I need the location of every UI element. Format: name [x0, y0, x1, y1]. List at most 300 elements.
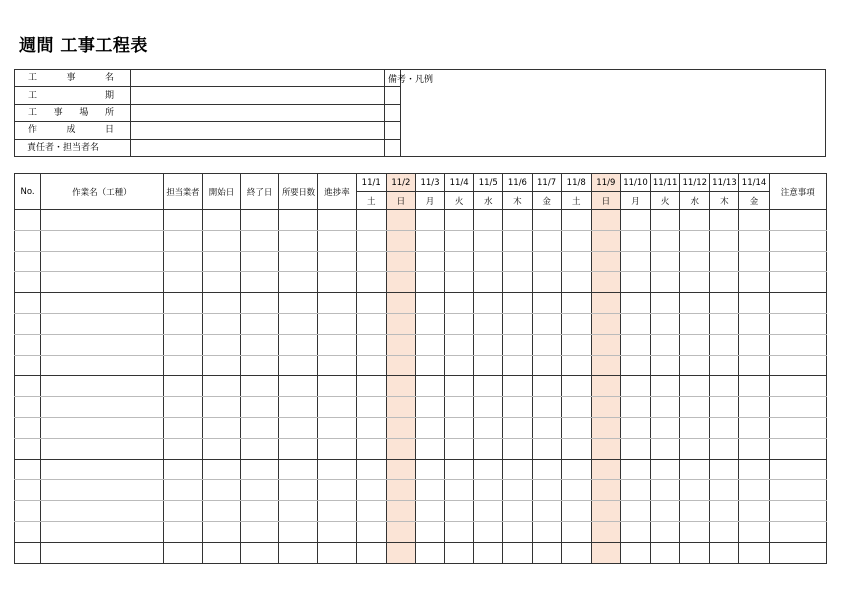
day-cell[interactable]	[415, 542, 444, 563]
schedule-cell[interactable]	[769, 376, 826, 397]
schedule-cell[interactable]	[202, 376, 240, 397]
info-value-field[interactable]	[131, 87, 401, 104]
day-cell[interactable]	[356, 501, 386, 522]
day-cell[interactable]	[710, 210, 739, 231]
day-cell[interactable]	[445, 355, 474, 376]
schedule-cell[interactable]	[279, 417, 318, 438]
schedule-cell[interactable]	[41, 438, 164, 459]
schedule-cell[interactable]	[241, 272, 279, 293]
day-cell[interactable]	[386, 376, 415, 397]
day-cell[interactable]	[415, 480, 444, 501]
day-cell[interactable]	[739, 438, 769, 459]
day-cell[interactable]	[415, 417, 444, 438]
day-cell[interactable]	[739, 313, 769, 334]
day-cell[interactable]	[503, 521, 532, 542]
day-cell[interactable]	[651, 521, 680, 542]
schedule-cell[interactable]	[318, 230, 356, 251]
day-cell[interactable]	[474, 397, 503, 418]
day-cell[interactable]	[386, 355, 415, 376]
day-cell[interactable]	[739, 521, 769, 542]
day-cell[interactable]	[445, 459, 474, 480]
day-cell[interactable]	[474, 251, 503, 272]
day-cell[interactable]	[710, 501, 739, 522]
schedule-cell[interactable]	[41, 417, 164, 438]
day-cell[interactable]	[561, 355, 591, 376]
day-cell[interactable]	[620, 334, 650, 355]
day-cell[interactable]	[386, 313, 415, 334]
day-cell[interactable]	[474, 417, 503, 438]
schedule-cell[interactable]	[241, 480, 279, 501]
day-cell[interactable]	[620, 210, 650, 231]
schedule-cell[interactable]	[241, 542, 279, 563]
schedule-cell[interactable]	[769, 480, 826, 501]
schedule-cell[interactable]	[15, 230, 41, 251]
day-cell[interactable]	[620, 521, 650, 542]
day-cell[interactable]	[445, 210, 474, 231]
day-cell[interactable]	[739, 210, 769, 231]
day-cell[interactable]	[356, 334, 386, 355]
schedule-cell[interactable]	[41, 272, 164, 293]
day-cell[interactable]	[561, 293, 591, 314]
schedule-cell[interactable]	[241, 293, 279, 314]
day-cell[interactable]	[356, 459, 386, 480]
day-cell[interactable]	[561, 210, 591, 231]
day-cell[interactable]	[415, 459, 444, 480]
schedule-cell[interactable]	[202, 480, 240, 501]
schedule-cell[interactable]	[15, 438, 41, 459]
schedule-cell[interactable]	[241, 355, 279, 376]
schedule-cell[interactable]	[318, 334, 356, 355]
day-cell[interactable]	[680, 438, 710, 459]
day-cell[interactable]	[356, 355, 386, 376]
day-cell[interactable]	[386, 542, 415, 563]
day-cell[interactable]	[651, 459, 680, 480]
schedule-cell[interactable]	[279, 313, 318, 334]
schedule-cell[interactable]	[202, 251, 240, 272]
schedule-cell[interactable]	[15, 521, 41, 542]
day-cell[interactable]	[503, 480, 532, 501]
schedule-cell[interactable]	[241, 438, 279, 459]
day-cell[interactable]	[620, 480, 650, 501]
day-cell[interactable]	[651, 210, 680, 231]
day-cell[interactable]	[415, 438, 444, 459]
day-cell[interactable]	[503, 417, 532, 438]
day-cell[interactable]	[561, 542, 591, 563]
day-cell[interactable]	[620, 542, 650, 563]
schedule-cell[interactable]	[15, 459, 41, 480]
day-cell[interactable]	[386, 438, 415, 459]
day-cell[interactable]	[532, 417, 561, 438]
schedule-cell[interactable]	[769, 397, 826, 418]
day-cell[interactable]	[445, 313, 474, 334]
day-cell[interactable]	[474, 480, 503, 501]
schedule-cell[interactable]	[163, 210, 202, 231]
schedule-cell[interactable]	[769, 355, 826, 376]
schedule-cell[interactable]	[279, 334, 318, 355]
day-cell[interactable]	[386, 521, 415, 542]
day-cell[interactable]	[651, 251, 680, 272]
day-cell[interactable]	[503, 272, 532, 293]
day-cell[interactable]	[445, 417, 474, 438]
schedule-cell[interactable]	[318, 397, 356, 418]
schedule-cell[interactable]	[163, 459, 202, 480]
day-cell[interactable]	[561, 230, 591, 251]
day-cell[interactable]	[386, 397, 415, 418]
day-cell[interactable]	[680, 272, 710, 293]
schedule-cell[interactable]	[769, 417, 826, 438]
day-cell[interactable]	[710, 376, 739, 397]
day-cell[interactable]	[620, 355, 650, 376]
day-cell[interactable]	[386, 251, 415, 272]
schedule-cell[interactable]	[41, 251, 164, 272]
schedule-cell[interactable]	[202, 397, 240, 418]
day-cell[interactable]	[620, 376, 650, 397]
schedule-cell[interactable]	[279, 210, 318, 231]
day-cell[interactable]	[591, 521, 620, 542]
day-cell[interactable]	[474, 313, 503, 334]
schedule-cell[interactable]	[318, 313, 356, 334]
day-cell[interactable]	[503, 293, 532, 314]
schedule-cell[interactable]	[769, 210, 826, 231]
day-cell[interactable]	[561, 251, 591, 272]
schedule-cell[interactable]	[769, 459, 826, 480]
day-cell[interactable]	[474, 230, 503, 251]
schedule-cell[interactable]	[318, 542, 356, 563]
day-cell[interactable]	[474, 210, 503, 231]
schedule-cell[interactable]	[163, 293, 202, 314]
schedule-cell[interactable]	[15, 417, 41, 438]
schedule-cell[interactable]	[279, 459, 318, 480]
info-value-field[interactable]	[131, 139, 401, 156]
day-cell[interactable]	[561, 397, 591, 418]
day-cell[interactable]	[591, 438, 620, 459]
day-cell[interactable]	[680, 459, 710, 480]
day-cell[interactable]	[356, 293, 386, 314]
day-cell[interactable]	[532, 230, 561, 251]
schedule-cell[interactable]	[279, 542, 318, 563]
schedule-cell[interactable]	[318, 251, 356, 272]
day-cell[interactable]	[503, 397, 532, 418]
day-cell[interactable]	[445, 438, 474, 459]
day-cell[interactable]	[561, 521, 591, 542]
day-cell[interactable]	[532, 293, 561, 314]
day-cell[interactable]	[532, 272, 561, 293]
day-cell[interactable]	[620, 459, 650, 480]
day-cell[interactable]	[356, 230, 386, 251]
day-cell[interactable]	[356, 542, 386, 563]
day-cell[interactable]	[680, 210, 710, 231]
schedule-cell[interactable]	[202, 521, 240, 542]
schedule-cell[interactable]	[163, 376, 202, 397]
day-cell[interactable]	[591, 480, 620, 501]
day-cell[interactable]	[561, 417, 591, 438]
schedule-cell[interactable]	[202, 542, 240, 563]
day-cell[interactable]	[739, 480, 769, 501]
schedule-cell[interactable]	[241, 210, 279, 231]
day-cell[interactable]	[415, 230, 444, 251]
day-cell[interactable]	[620, 313, 650, 334]
day-cell[interactable]	[680, 542, 710, 563]
day-cell[interactable]	[739, 397, 769, 418]
day-cell[interactable]	[503, 355, 532, 376]
day-cell[interactable]	[739, 417, 769, 438]
day-cell[interactable]	[445, 480, 474, 501]
schedule-cell[interactable]	[41, 397, 164, 418]
schedule-cell[interactable]	[41, 459, 164, 480]
day-cell[interactable]	[710, 542, 739, 563]
day-cell[interactable]	[445, 230, 474, 251]
schedule-cell[interactable]	[318, 501, 356, 522]
day-cell[interactable]	[415, 272, 444, 293]
schedule-cell[interactable]	[15, 542, 41, 563]
schedule-cell[interactable]	[15, 355, 41, 376]
day-cell[interactable]	[651, 313, 680, 334]
day-cell[interactable]	[591, 251, 620, 272]
day-cell[interactable]	[710, 438, 739, 459]
day-cell[interactable]	[651, 417, 680, 438]
day-cell[interactable]	[710, 480, 739, 501]
day-cell[interactable]	[739, 542, 769, 563]
schedule-cell[interactable]	[318, 355, 356, 376]
day-cell[interactable]	[710, 417, 739, 438]
day-cell[interactable]	[561, 313, 591, 334]
schedule-cell[interactable]	[769, 542, 826, 563]
schedule-cell[interactable]	[163, 251, 202, 272]
day-cell[interactable]	[445, 501, 474, 522]
day-cell[interactable]	[445, 293, 474, 314]
day-cell[interactable]	[710, 355, 739, 376]
schedule-cell[interactable]	[279, 293, 318, 314]
day-cell[interactable]	[680, 501, 710, 522]
schedule-cell[interactable]	[15, 313, 41, 334]
day-cell[interactable]	[591, 313, 620, 334]
schedule-cell[interactable]	[279, 480, 318, 501]
day-cell[interactable]	[532, 521, 561, 542]
day-cell[interactable]	[591, 501, 620, 522]
day-cell[interactable]	[561, 438, 591, 459]
schedule-cell[interactable]	[241, 501, 279, 522]
schedule-cell[interactable]	[279, 272, 318, 293]
day-cell[interactable]	[651, 542, 680, 563]
day-cell[interactable]	[651, 355, 680, 376]
schedule-cell[interactable]	[15, 293, 41, 314]
schedule-cell[interactable]	[202, 272, 240, 293]
schedule-cell[interactable]	[163, 313, 202, 334]
schedule-cell[interactable]	[279, 521, 318, 542]
day-cell[interactable]	[415, 501, 444, 522]
day-cell[interactable]	[680, 230, 710, 251]
info-value-field[interactable]	[131, 70, 401, 87]
day-cell[interactable]	[739, 459, 769, 480]
schedule-cell[interactable]	[202, 230, 240, 251]
schedule-cell[interactable]	[769, 251, 826, 272]
schedule-cell[interactable]	[163, 438, 202, 459]
info-value-field[interactable]	[131, 122, 401, 139]
schedule-cell[interactable]	[41, 542, 164, 563]
day-cell[interactable]	[710, 230, 739, 251]
day-cell[interactable]	[503, 542, 532, 563]
day-cell[interactable]	[474, 438, 503, 459]
schedule-cell[interactable]	[15, 376, 41, 397]
day-cell[interactable]	[532, 376, 561, 397]
schedule-cell[interactable]	[318, 459, 356, 480]
day-cell[interactable]	[445, 376, 474, 397]
day-cell[interactable]	[680, 313, 710, 334]
day-cell[interactable]	[356, 397, 386, 418]
day-cell[interactable]	[680, 334, 710, 355]
day-cell[interactable]	[651, 334, 680, 355]
day-cell[interactable]	[620, 438, 650, 459]
day-cell[interactable]	[739, 251, 769, 272]
day-cell[interactable]	[474, 521, 503, 542]
day-cell[interactable]	[561, 334, 591, 355]
schedule-cell[interactable]	[279, 438, 318, 459]
day-cell[interactable]	[591, 355, 620, 376]
schedule-cell[interactable]	[163, 397, 202, 418]
day-cell[interactable]	[503, 210, 532, 231]
day-cell[interactable]	[415, 521, 444, 542]
schedule-cell[interactable]	[15, 272, 41, 293]
day-cell[interactable]	[651, 438, 680, 459]
schedule-cell[interactable]	[769, 521, 826, 542]
schedule-cell[interactable]	[163, 521, 202, 542]
schedule-cell[interactable]	[769, 501, 826, 522]
day-cell[interactable]	[445, 542, 474, 563]
day-cell[interactable]	[445, 334, 474, 355]
day-cell[interactable]	[532, 210, 561, 231]
day-cell[interactable]	[591, 334, 620, 355]
schedule-cell[interactable]	[318, 417, 356, 438]
day-cell[interactable]	[710, 272, 739, 293]
day-cell[interactable]	[620, 417, 650, 438]
day-cell[interactable]	[532, 355, 561, 376]
day-cell[interactable]	[591, 272, 620, 293]
day-cell[interactable]	[356, 210, 386, 231]
day-cell[interactable]	[620, 293, 650, 314]
schedule-cell[interactable]	[279, 230, 318, 251]
day-cell[interactable]	[415, 293, 444, 314]
day-cell[interactable]	[739, 272, 769, 293]
schedule-cell[interactable]	[202, 438, 240, 459]
day-cell[interactable]	[474, 542, 503, 563]
day-cell[interactable]	[561, 272, 591, 293]
day-cell[interactable]	[356, 438, 386, 459]
day-cell[interactable]	[503, 438, 532, 459]
day-cell[interactable]	[386, 334, 415, 355]
day-cell[interactable]	[532, 459, 561, 480]
schedule-cell[interactable]	[769, 334, 826, 355]
schedule-cell[interactable]	[318, 438, 356, 459]
day-cell[interactable]	[591, 542, 620, 563]
schedule-cell[interactable]	[241, 417, 279, 438]
day-cell[interactable]	[651, 293, 680, 314]
day-cell[interactable]	[620, 501, 650, 522]
day-cell[interactable]	[445, 251, 474, 272]
schedule-cell[interactable]	[279, 251, 318, 272]
day-cell[interactable]	[415, 397, 444, 418]
schedule-cell[interactable]	[163, 355, 202, 376]
day-cell[interactable]	[386, 480, 415, 501]
schedule-cell[interactable]	[241, 313, 279, 334]
schedule-cell[interactable]	[318, 480, 356, 501]
schedule-cell[interactable]	[318, 293, 356, 314]
day-cell[interactable]	[591, 210, 620, 231]
schedule-cell[interactable]	[41, 230, 164, 251]
day-cell[interactable]	[591, 397, 620, 418]
day-cell[interactable]	[651, 272, 680, 293]
schedule-cell[interactable]	[318, 376, 356, 397]
schedule-cell[interactable]	[318, 521, 356, 542]
day-cell[interactable]	[386, 417, 415, 438]
schedule-cell[interactable]	[163, 501, 202, 522]
day-cell[interactable]	[561, 501, 591, 522]
day-cell[interactable]	[445, 397, 474, 418]
day-cell[interactable]	[620, 397, 650, 418]
day-cell[interactable]	[532, 438, 561, 459]
day-cell[interactable]	[415, 251, 444, 272]
day-cell[interactable]	[474, 272, 503, 293]
day-cell[interactable]	[415, 376, 444, 397]
schedule-cell[interactable]	[241, 376, 279, 397]
schedule-cell[interactable]	[41, 480, 164, 501]
day-cell[interactable]	[532, 334, 561, 355]
schedule-cell[interactable]	[15, 480, 41, 501]
day-cell[interactable]	[561, 480, 591, 501]
day-cell[interactable]	[680, 293, 710, 314]
schedule-cell[interactable]	[279, 397, 318, 418]
schedule-cell[interactable]	[202, 210, 240, 231]
schedule-cell[interactable]	[769, 438, 826, 459]
schedule-cell[interactable]	[163, 230, 202, 251]
day-cell[interactable]	[532, 313, 561, 334]
day-cell[interactable]	[474, 293, 503, 314]
day-cell[interactable]	[710, 251, 739, 272]
schedule-cell[interactable]	[41, 355, 164, 376]
schedule-cell[interactable]	[202, 334, 240, 355]
day-cell[interactable]	[739, 293, 769, 314]
day-cell[interactable]	[532, 501, 561, 522]
day-cell[interactable]	[445, 272, 474, 293]
day-cell[interactable]	[680, 480, 710, 501]
day-cell[interactable]	[739, 355, 769, 376]
day-cell[interactable]	[710, 521, 739, 542]
schedule-cell[interactable]	[15, 334, 41, 355]
schedule-cell[interactable]	[202, 459, 240, 480]
day-cell[interactable]	[680, 251, 710, 272]
day-cell[interactable]	[415, 210, 444, 231]
day-cell[interactable]	[680, 397, 710, 418]
day-cell[interactable]	[561, 459, 591, 480]
schedule-cell[interactable]	[202, 293, 240, 314]
day-cell[interactable]	[620, 272, 650, 293]
schedule-cell[interactable]	[15, 210, 41, 231]
day-cell[interactable]	[445, 521, 474, 542]
day-cell[interactable]	[503, 230, 532, 251]
schedule-cell[interactable]	[163, 480, 202, 501]
day-cell[interactable]	[591, 376, 620, 397]
day-cell[interactable]	[532, 480, 561, 501]
schedule-cell[interactable]	[318, 210, 356, 231]
info-value-field[interactable]	[131, 104, 401, 121]
day-cell[interactable]	[386, 272, 415, 293]
schedule-cell[interactable]	[318, 272, 356, 293]
day-cell[interactable]	[474, 334, 503, 355]
day-cell[interactable]	[680, 521, 710, 542]
day-cell[interactable]	[532, 542, 561, 563]
day-cell[interactable]	[503, 501, 532, 522]
day-cell[interactable]	[415, 355, 444, 376]
schedule-cell[interactable]	[41, 313, 164, 334]
